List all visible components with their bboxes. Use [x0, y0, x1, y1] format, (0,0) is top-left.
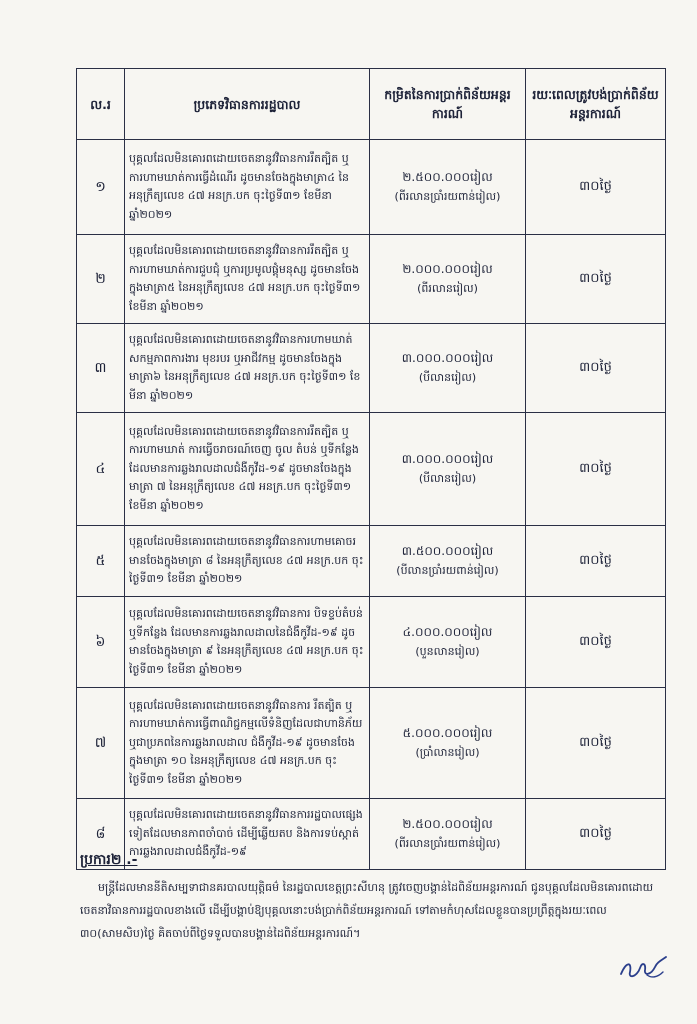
- row-amount-words: (បីលានប្រាំរយពាន់រៀល): [396, 564, 499, 577]
- row-description: បុគ្គលដែលមិនគោរពដោយចេតនានូវវិធានការ បិទខ្ទប់តំបន់ ឬទីកន្លែង ដែលមានការឆ្លងរាលដាលនៃជំងឺកូវីដ-១៩ ដូចមានចែងក្នុងមាត្រា ៩ នៃអនុក្រឹត្យលេខ ៤៧ អនក្រ.បក ចុះថ្ងៃទី៣១ ខែមីនា ឆ្នាំ២០២១: [125, 597, 370, 688]
- row-description: បុគ្គលដែលមិនគោរពដោយចេតនានូវវិធានការ រឹតត្បិត ឬការហាមឃាត់ការធ្វើពាណិជ្ជកម្មលើទំនិញដែលជាហានិភ័យ ឬជាប្រភពនៃការឆ្លងរាលដាល ជំងឺកូវីដ-១៩ ដូចមានចែងក្នុងមាត្រា ១០ នៃអនុក្រឹត្យលេខ ៤៧ អនក្រ.បក ចុះថ្ងៃទី៣១ ខែមីនា ឆ្នាំ២០២១: [125, 688, 370, 799]
- row-amount: ៥.០០០.០០០រៀល: [402, 726, 493, 740]
- header-no: ល.រ: [77, 69, 125, 140]
- row-amount: ២.៥០០.០០០រៀល: [402, 817, 493, 831]
- row-amount-words: (ប្រាំលានរៀល): [415, 746, 480, 759]
- table-header-row: [77, 69, 666, 140]
- row-description: បុគ្គលដែលមិនគោរពដោយចេតនានូវវិធានការហាមគោចរ មានចែងក្នុងមាត្រា ៨ នៃអនុក្រឹត្យលេខ ៤៧ អនក្រ.បក ចុះថ្ងៃទី៣១ ខែមីនា ឆ្នាំ២០២១: [125, 526, 370, 597]
- header-type: ប្រភេទវិធានការរដ្ឋបាល: [125, 69, 370, 140]
- row-description: បុគ្គលដែលមិនគោរពដោយចេតនានូវវិធានការរឹតត្បិត ឬការហាមឃាត់ ការធ្វើចរាចរណ៍ចេញ ចូល តំបន់ ឬទីកន្លែងដែលមានការឆ្លងរាលដាលជំងឺកូវីដ-១៩ ដូចមានចែងក្នុងមាត្រា ៧ នៃអនុក្រឹត្យលេខ ៤៧ អនក្រ.បក ចុះថ្ងៃទី៣១ ខែមីនា ឆ្នាំ២០២១: [125, 413, 370, 526]
- row-description: បុគ្គលដែលមិនគោរពដោយចេតនានូវវិធានការរឹតត្បិត ឬការហាមឃាត់ការជួបជុំ ឬការប្រមូលផ្តុំមនុស្ស ដូចមានចែងក្នុងមាត្រា៥ នៃអនុក្រឹត្យលេខ ៤៧ អនក្រ.បក ចុះថ្ងៃទី៣១ ខែមីនា ឆ្នាំ២០២១: [125, 235, 370, 324]
- header-deadline: រយៈពេលត្រូវបង់ប្រាក់ពិន័យអន្តរការណ៍: [526, 69, 666, 140]
- header-amount: កម្រិតនៃការប្រាក់ពិន័យអន្តរការណ៍: [370, 69, 526, 140]
- table-row: [77, 597, 666, 688]
- row-description: បុគ្គលដែលមិនគោរពដោយចេតនានូវវិធានការហាមឃាត់សកម្មភាពការងារ មុខរបរ ឬអាជីវកម្ម ដូចមានចែងក្នុងមាត្រា៦ នៃអនុក្រឹត្យលេខ ៤៧ អនក្រ.បក ចុះថ្ងៃទី៣១ ខែមីនា ឆ្នាំ២០២១: [125, 324, 370, 413]
- table-row: [77, 140, 666, 235]
- row-amount-cell: [370, 413, 526, 526]
- row-amount-cell: [370, 235, 526, 324]
- table-row: [77, 688, 666, 799]
- row-amount-cell: [370, 688, 526, 799]
- row-deadline: ៣០ថ្ងៃ: [526, 140, 666, 235]
- row-deadline: ៣០ថ្ងៃ: [526, 688, 666, 799]
- row-amount-words: (បីលានរៀល): [418, 472, 477, 485]
- signature-mark: [617, 948, 669, 982]
- table-row: [77, 799, 666, 870]
- row-amount-cell: [370, 526, 526, 597]
- row-amount: ២.០០០.០០០រៀល: [402, 262, 493, 276]
- row-amount: ៤.០០០.០០០រៀល: [402, 625, 493, 639]
- row-number: ៨: [77, 799, 125, 870]
- row-amount-cell: [370, 140, 526, 235]
- row-amount-words: (ពីរលានប្រាំរយពាន់រៀល): [394, 837, 501, 850]
- article-body: មន្ត្រីដែលមាននីតិសម្បទាជានគរបាលយុត្តិធម៌ នៃរដ្ឋបាលខេត្តព្រះសីហនុ ត្រូវចេញបង្គាន់ដៃពិន័យអន្តរការណ៍ ជូនបុគ្គលដែលមិនគោរពដោយចេតនាវិធានការរដ្ឋបាលខាងលើ ដើម្បីបង្គាប់ឱ្យបុគ្គលនោះបង់ប្រាក់ពិន័យអន្តរការណ៍ ទៅតាមកំហុសដែលខ្លួនបានប្រព្រឹត្តក្នុងរយៈពេល ៣០(សាមសិប)ថ្ងៃ គិតចាប់ពីថ្ងៃទទួលបានបង្គាន់ដៃពិន័យអន្តរការណ៍។: [80, 881, 654, 940]
- row-amount-words: (ពីរលានប្រាំរយពាន់រៀល): [394, 190, 501, 203]
- table-row: [77, 526, 666, 597]
- table-row: [77, 235, 666, 324]
- row-amount: ៣.៥០០.០០០រៀល: [401, 544, 494, 558]
- row-amount-cell: [370, 799, 526, 870]
- row-deadline: ៣០ថ្ងៃ: [526, 799, 666, 870]
- row-deadline: ៣០ថ្ងៃ: [526, 235, 666, 324]
- row-number: ៧: [77, 688, 125, 799]
- row-number: ១: [77, 140, 125, 235]
- row-amount-cell: [370, 597, 526, 688]
- row-deadline: ៣០ថ្ងៃ: [526, 597, 666, 688]
- row-deadline: ៣០ថ្ងៃ: [526, 324, 666, 413]
- table-row: [77, 413, 666, 526]
- row-deadline: ៣០ថ្ងៃ: [526, 526, 666, 597]
- row-number: ៣: [77, 324, 125, 413]
- row-deadline: ៣០ថ្ងៃ: [526, 413, 666, 526]
- penalty-table: [76, 68, 666, 870]
- row-number: ៦: [77, 597, 125, 688]
- row-amount-words: (បីលានរៀល): [418, 371, 477, 384]
- row-description: បុគ្គលដែលមិនគោរពដោយចេតនានូវវិធានការរដ្ឋបាលផ្សេងទៀតដែលមានភាពចាំបាច់ ដើម្បីឆ្លើយតប និងការទប់ស្កាត់ការឆ្លងរាលដាលជំងឺកូវីដ-១៩: [125, 799, 370, 870]
- row-amount: ៣.០០០.០០០រៀល: [401, 452, 494, 466]
- row-number: ៥: [77, 526, 125, 597]
- row-number: ៤: [77, 413, 125, 526]
- row-description: បុគ្គលដែលមិនគោរពដោយចេតនានូវវិធានការរឹតត្បិត ឬការហាមឃាត់ការធ្វើដំណើរ ដូចមានចែងក្នុងមាត្រា៤ នៃអនុក្រឹត្យលេខ ៤៧ អនក្រ.បក ចុះថ្ងៃទី៣១ ខែមីនា ឆ្នាំ២០២១: [125, 140, 370, 235]
- row-amount: ២.៥០០.០០០រៀល: [402, 170, 493, 184]
- article-heading: ប្រការ២ .-: [80, 852, 138, 868]
- row-amount-words: (ពីរលានរៀល): [417, 282, 478, 295]
- row-amount-cell: [370, 324, 526, 413]
- row-amount-words: (បួនលានរៀល): [415, 645, 480, 658]
- row-number: ២: [77, 235, 125, 324]
- table-row: [77, 324, 666, 413]
- row-amount: ៣.០០០.០០០រៀល: [401, 351, 494, 365]
